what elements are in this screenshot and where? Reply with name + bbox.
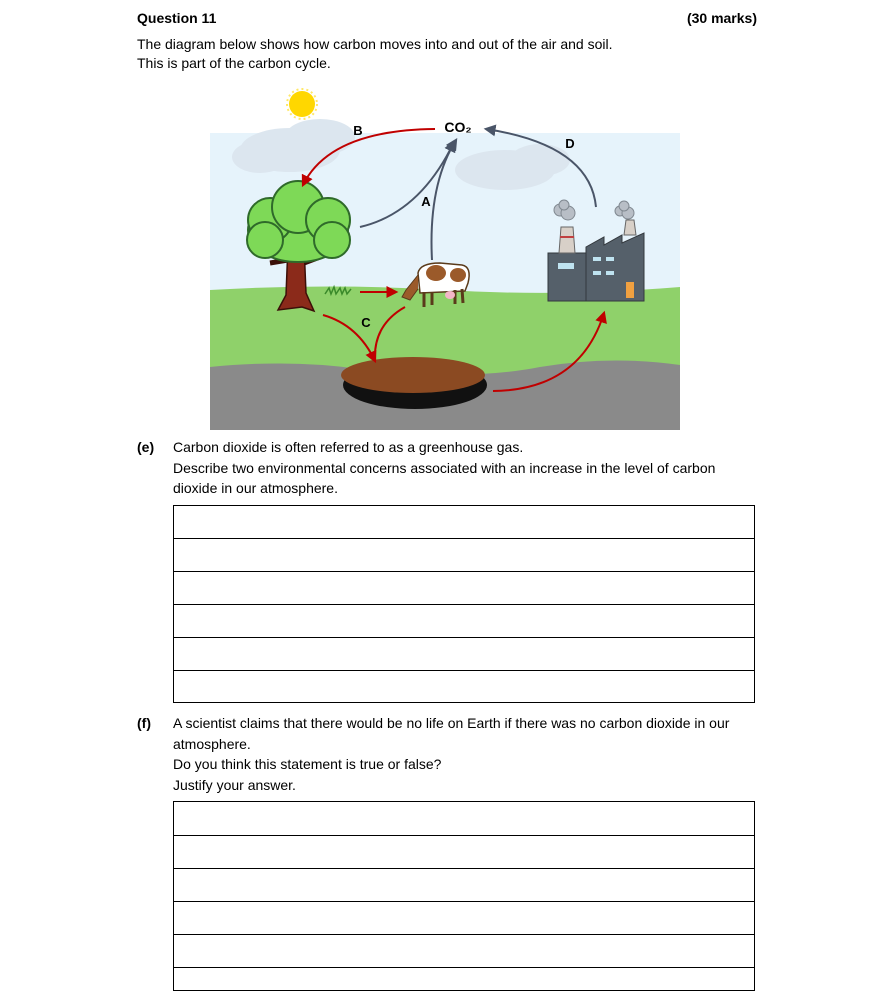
part-e-line-3: dioxide in our atmosphere. bbox=[173, 480, 338, 496]
part-e-line-2: Describe two environmental concerns associated with an increase in the level of carbon bbox=[173, 459, 716, 476]
diagram-label-c: C bbox=[361, 315, 371, 330]
part-f-question bbox=[173, 713, 763, 795]
answer-line bbox=[174, 835, 754, 836]
diagram-label-a: A bbox=[421, 194, 431, 209]
answer-line bbox=[174, 538, 754, 539]
diagram-label-d: D bbox=[565, 136, 575, 151]
answer-line bbox=[174, 670, 754, 671]
part-e-line-1: Carbon dioxide is often referred to as a greenhouse gas. bbox=[173, 439, 524, 455]
diagram-label-b: B bbox=[353, 123, 363, 138]
sun-icon bbox=[289, 91, 315, 117]
intro-line-1: The diagram below shows how carbon moves into and out of the air and soil. bbox=[137, 36, 613, 52]
answer-line bbox=[174, 604, 754, 605]
carbon-cycle-diagram bbox=[210, 85, 680, 430]
answer-line bbox=[174, 637, 754, 638]
answer-line bbox=[174, 571, 754, 572]
part-e-label: (e) bbox=[137, 439, 155, 455]
answer-line bbox=[174, 967, 754, 968]
question-title: Question 11 bbox=[137, 10, 217, 26]
intro-line-2: This is part of the carbon cycle. bbox=[137, 55, 331, 71]
answer-line bbox=[174, 934, 754, 935]
answer-box-f[interactable] bbox=[173, 801, 755, 991]
part-f-label: (f) bbox=[137, 715, 151, 731]
soil-pit bbox=[341, 357, 485, 393]
co2-label: CO₂ bbox=[444, 119, 472, 135]
part-f-line-4: Justify your answer. bbox=[173, 776, 296, 793]
marks-label: (30 marks) bbox=[686, 10, 757, 26]
part-f-line-1: A scientist claims that there would be no life on Earth if there was no carbon dioxide in our bbox=[173, 715, 730, 731]
answer-line bbox=[174, 868, 754, 869]
part-e-question bbox=[173, 437, 763, 499]
answer-line bbox=[174, 901, 754, 902]
part-f-line-3: Do you think this statement is true or false? bbox=[173, 756, 442, 772]
part-f-line-2: atmosphere. bbox=[173, 735, 251, 752]
answer-box-e[interactable] bbox=[173, 505, 755, 703]
